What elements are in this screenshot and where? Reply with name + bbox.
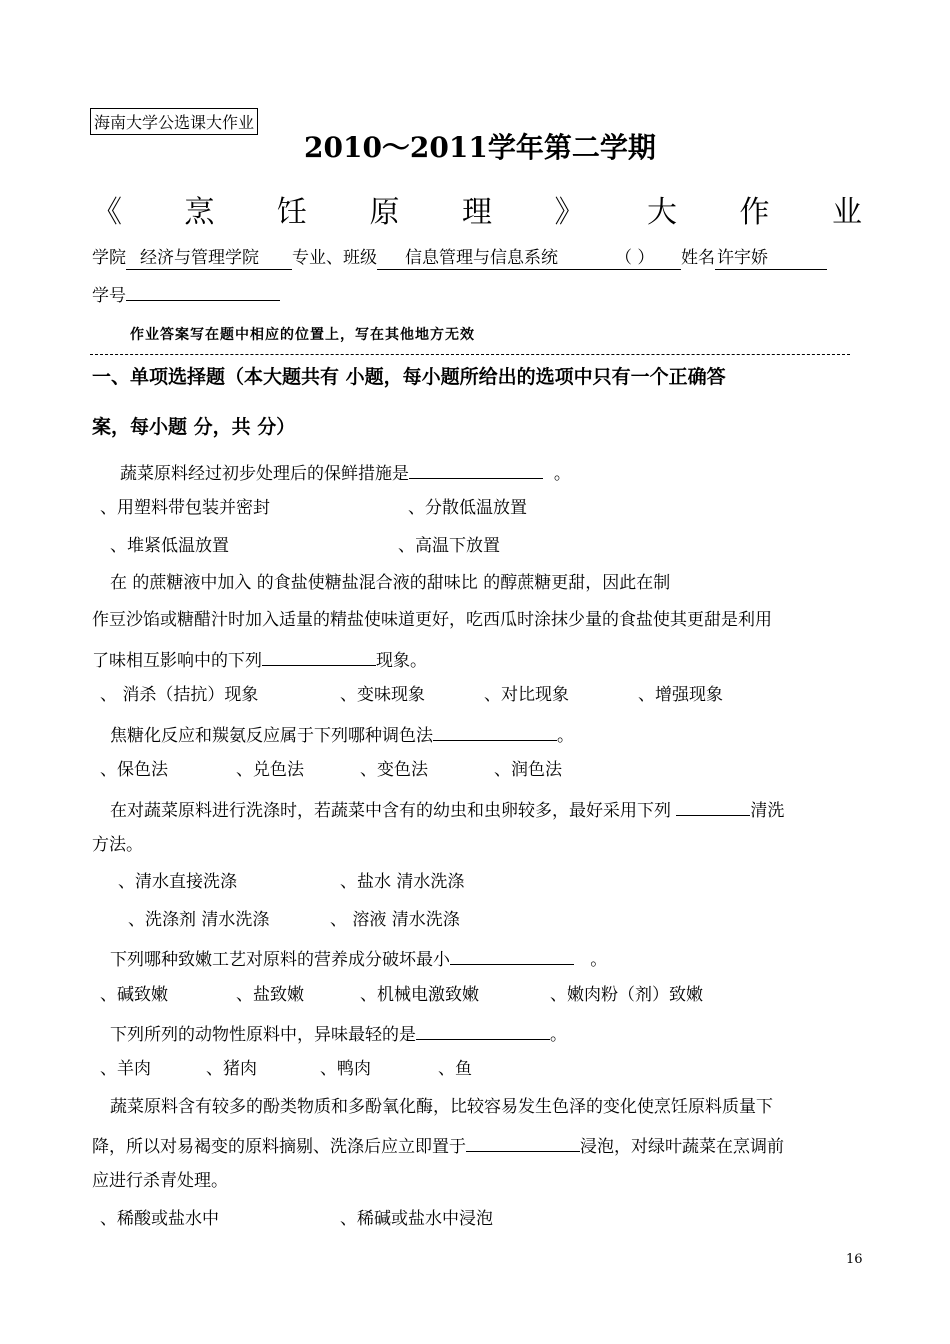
- college-label: 学院: [92, 248, 126, 268]
- question-3-option-b[interactable]: 、兑色法: [236, 760, 304, 780]
- question-2-line3: 了味相互影响中的下列 现象。: [92, 647, 427, 672]
- course-char: 《: [92, 195, 122, 230]
- student-id-label: 学号: [92, 286, 126, 306]
- question-4-option-d[interactable]: 、 溶液 清水洗涤: [330, 910, 460, 930]
- question-4-option-b[interactable]: 、盐水 清水洗涤: [340, 872, 465, 892]
- course-char: 烹: [184, 195, 215, 230]
- answer-blank[interactable]: [262, 647, 376, 666]
- question-1-option-b[interactable]: 、分散低温放置: [408, 498, 527, 518]
- question-4-option-a[interactable]: 、清水直接洗涤: [118, 872, 237, 892]
- answer-blank[interactable]: [433, 722, 557, 741]
- question-7-line2: 降，所以对易褐变的原料摘剔、洗涤后应立即置于 浸泡，对绿叶蔬菜在烹调前: [92, 1133, 784, 1158]
- question-2-option-d[interactable]: 、增强现象: [638, 685, 723, 705]
- question-6-stem: 下列所列的动物性原料中，异味最轻的是 。: [110, 1021, 567, 1046]
- major-field[interactable]: 信息管理与信息系统: [377, 247, 607, 270]
- answer-blank[interactable]: [409, 460, 543, 479]
- question-7-line3: 应进行杀青处理。: [92, 1171, 228, 1191]
- answer-notice: 作业答案写在题中相应的位置上，写在其他地方无效: [130, 327, 475, 343]
- question-2-option-b[interactable]: 、变味现象: [340, 685, 425, 705]
- question-1-option-d[interactable]: 、高温下放置: [398, 536, 500, 556]
- semester-title: 2010～2011学年第二学期: [304, 131, 656, 164]
- question-1-stem: 蔬菜原料经过初步处理后的保鲜措施是 。: [120, 460, 571, 485]
- course-char: 作: [739, 195, 770, 230]
- question-5-option-d[interactable]: 、嫩肉粉（剂）致嫩: [550, 985, 703, 1005]
- question-2-line1: 在 的蔗糖液中加入 的食盐使糖盐混合液的甜味比 的醇蔗糖更甜，因此在制: [110, 573, 671, 593]
- course-char: 》: [554, 195, 585, 230]
- question-1-option-a[interactable]: 、用塑料带包装并密封: [100, 498, 270, 518]
- question-4-line2: 方法。: [92, 835, 143, 855]
- major-label: 专业、班级: [292, 248, 377, 268]
- question-7-option-a[interactable]: 、稀酸或盐水中: [100, 1209, 219, 1229]
- question-3-option-a[interactable]: 、保色法: [100, 760, 168, 780]
- question-3-stem: 焦糖化反应和羰氨反应属于下列哪种调色法 。: [110, 722, 574, 747]
- document-tag: 海南大学公选课大作业: [90, 108, 258, 135]
- question-5-option-b[interactable]: 、盐致嫩: [236, 985, 304, 1005]
- question-2-option-a[interactable]: 、 消杀（拮抗）现象: [100, 685, 259, 705]
- name-field[interactable]: 许宇娇: [715, 247, 827, 270]
- question-1-option-c[interactable]: 、堆紧低温放置: [110, 536, 229, 556]
- course-title: [92, 187, 862, 231]
- question-6-option-a[interactable]: 、羊肉: [100, 1059, 151, 1079]
- section-heading-line2: 案，每小题 分，共 分）: [92, 416, 296, 438]
- college-field[interactable]: 经济与管理学院: [126, 247, 292, 270]
- course-char: 大: [647, 195, 677, 230]
- answer-blank[interactable]: [416, 1021, 550, 1040]
- question-3-option-c[interactable]: 、变色法: [360, 760, 428, 780]
- question-5-option-c[interactable]: 、机械电激致嫩: [360, 985, 479, 1005]
- student-info-line: [92, 247, 827, 270]
- course-char: 理: [462, 195, 492, 230]
- course-char: 业: [832, 195, 862, 230]
- question-5-stem: 下列哪种致嫩工艺对原料的营养成分破坏最小 。: [110, 946, 607, 971]
- page-number: 16: [846, 1252, 863, 1267]
- question-5-option-a[interactable]: 、碱致嫩: [100, 985, 168, 1005]
- course-char: 饪: [277, 195, 307, 230]
- question-6-option-b[interactable]: 、猪肉: [206, 1059, 257, 1079]
- student-id-line: [92, 285, 280, 307]
- question-7-option-b[interactable]: 、稀碱或盐水中浸泡: [340, 1209, 493, 1229]
- question-3-option-d[interactable]: 、润色法: [494, 760, 562, 780]
- dashed-divider: [90, 354, 850, 355]
- question-2-option-c[interactable]: 、对比现象: [484, 685, 569, 705]
- class-field[interactable]: （ ）: [607, 247, 681, 270]
- question-4-option-c[interactable]: 、洗涤剂 清水洗涤: [128, 910, 270, 930]
- student-id-field[interactable]: [126, 300, 280, 301]
- answer-blank[interactable]: [450, 946, 574, 965]
- answer-blank[interactable]: [676, 797, 750, 816]
- name-label: 姓名: [681, 248, 715, 268]
- question-6-option-d[interactable]: 、鱼: [438, 1059, 472, 1079]
- answer-blank[interactable]: [466, 1133, 580, 1152]
- section-heading-line1: 一、单项选择题（本大题共有 小题，每小题所给出的选项中只有一个正确答: [92, 366, 726, 388]
- question-4-line1: 在对蔬菜原料进行洗涤时，若蔬菜中含有的幼虫和虫卵较多，最好采用下列 清洗: [110, 797, 784, 822]
- question-2-line2: 作豆沙馅或糖醋汁时加入适量的精盐使味道更好，吃西瓜时涂抹少量的食盐使其更甜是利用: [92, 610, 772, 630]
- course-char: 原: [369, 195, 400, 230]
- question-6-option-c[interactable]: 、鸭肉: [320, 1059, 371, 1079]
- question-7-line1: 蔬菜原料含有较多的酚类物质和多酚氧化酶，比较容易发生色泽的变化使烹饪原料质量下: [110, 1097, 773, 1117]
